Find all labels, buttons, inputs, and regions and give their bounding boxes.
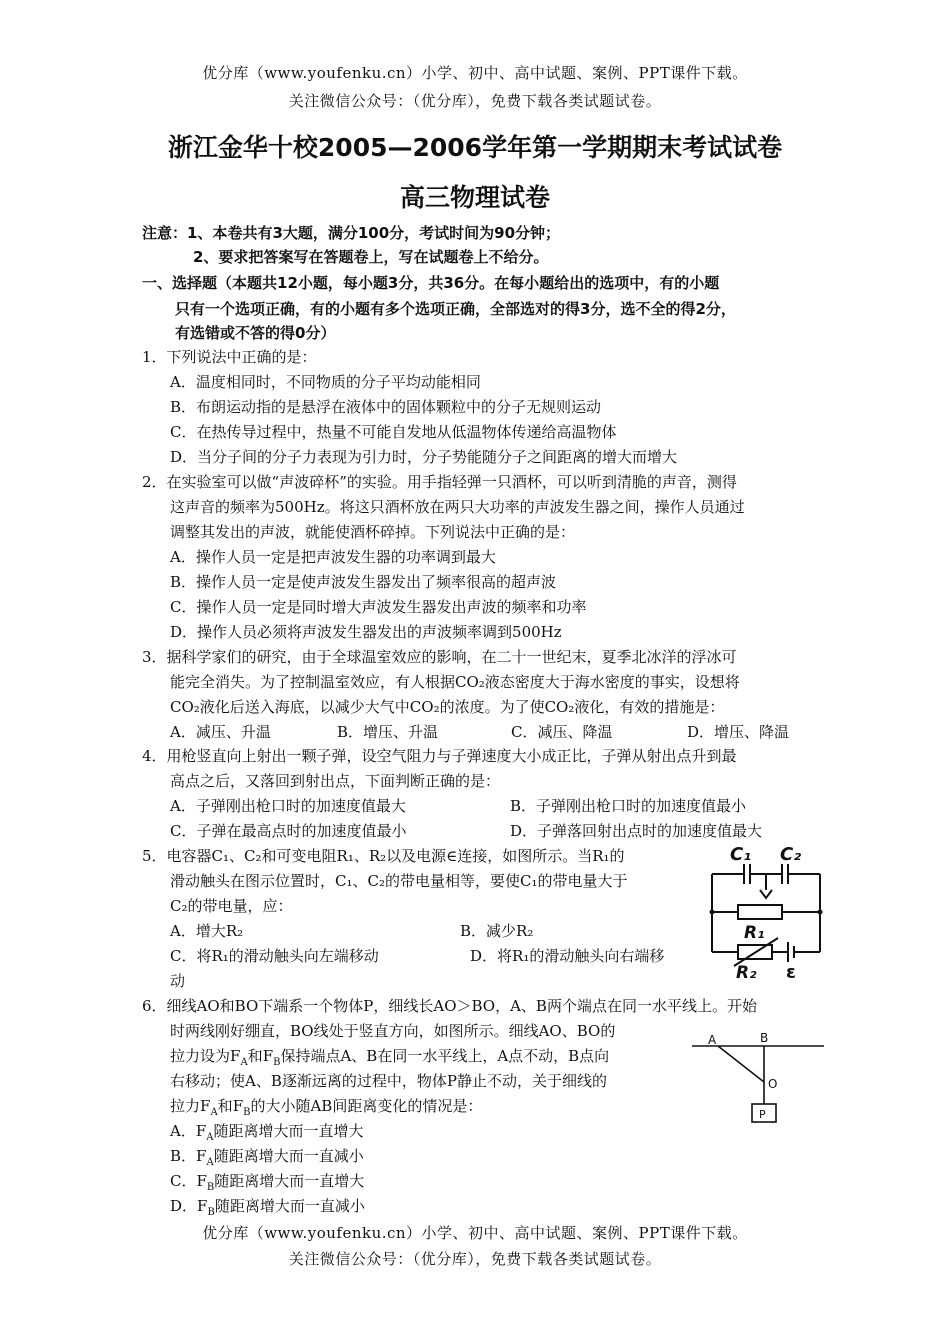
exam-subtitle: 高三物理试卷 [399, 183, 550, 212]
exam-title: 浙江金华十校2005—2006学年第一学期期末考试试卷 [167, 133, 783, 162]
q6-option-b: B．$F_A$随距离增大而一直减小 [170, 1147, 364, 1168]
q6-stem-5: 拉力$F_A$和$F_B$的大小随AB间距离变化的情况是： [170, 1097, 483, 1118]
q3-option-b: B．增压、升温 [337, 723, 439, 741]
label-o: O [768, 1077, 778, 1091]
q1-option-a: A．温度相同时，不同物质的分子平均动能相同 [170, 373, 481, 391]
q5-stem-3: C₂的带电量，应： [170, 897, 293, 915]
q2-stem-3: 调整其发出的声波，就能使酒杯碎掉。下列说法中正确的是： [170, 523, 576, 541]
q3-stem-3: CO₂液化后送入海底，以减少大气中CO₂的浓度。为了使CO₂液化，有效的措施是： [170, 698, 725, 716]
q5-option-b: B．减少R₂ [460, 922, 534, 940]
q3-option-a: A．减压、升温 [170, 723, 271, 741]
q6-stem-1: 6．细线AO和BO下端系一个物体P，细线长AO＞BO，A、B两个端点在同一水平线上。开始 [142, 997, 757, 1015]
q4-option-a: A．子弹刚出枪口时的加速度值最大 [170, 797, 406, 815]
q6-option-d: D．$F_B$随距离增大而一直减小 [170, 1197, 365, 1218]
section-1-intro-1: 一、选择题（本题共12小题，每小题3分，共36分。在每小题给出的选项中，有的小题 [142, 274, 720, 292]
footer-line-2: 关注微信公众号：（优分库），免费下载各类试题试卷。 [288, 1250, 662, 1268]
q4-option-b: B．子弹刚出枪口时的加速度值最小 [510, 797, 747, 815]
q2-option-c: C．操作人员一定是同时增大声波发生器发出声波的频率和功率 [170, 598, 587, 616]
note-1: 注意：1、本卷共有3大题，满分100分，考试时间为90分钟； [142, 224, 561, 242]
string-diagram [688, 1030, 828, 1126]
q2-option-d: D．操作人员必须将声波发生器发出的声波频率调到500Hz [170, 623, 562, 641]
q5-option-a: A．增大R₂ [170, 922, 244, 940]
circuit-diagram [700, 840, 830, 980]
header-line-2: 关注微信公众号：（优分库），免费下载各类试题试卷。 [288, 92, 662, 110]
q2-option-b: B．操作人员一定是使声波发生器发出了频率很高的超声波 [170, 573, 557, 591]
q6-stem-2: 时两线刚好绷直，BO线处于竖直方向，如图所示。细线AO、BO的 [170, 1022, 616, 1040]
q5-option-d: D．将R₁的滑动触头向右端移 [470, 947, 665, 965]
q2-option-a: A．操作人员一定是把声波发生器的功率调到最大 [170, 548, 496, 566]
label-emf: ε [786, 962, 797, 980]
section-1-intro-2: 只有一个选项正确，有的小题有多个选项正确，全部选对的得3分，选不全的得2分， [175, 300, 736, 318]
q1-option-b: B．布朗运动指的是悬浮在液体中的固体颗粒中的分子无规则运动 [170, 398, 602, 416]
q3-option-c: C．减压、降温 [511, 723, 613, 741]
q4-stem-2: 高点之后，又落回到射出点，下面判断正确的是： [170, 772, 501, 790]
label-c1: C₁ [730, 844, 752, 865]
q5-option-d-cont: 动 [170, 972, 186, 990]
junction-right [818, 910, 823, 915]
q3-option-d: D．增压、降温 [687, 723, 790, 741]
q5-option-c: C．将R₁的滑动触头向左端移动 [170, 947, 379, 965]
label-p: P [759, 1108, 766, 1121]
q4-stem-1: 4．用枪竖直向上射出一颗子弹，设空气阻力与子弹速度大小成正比，子弹从射出点升到最 [142, 747, 737, 765]
q1-stem: 1．下列说法中正确的是： [142, 348, 317, 366]
q3-stem-2: 能完全消失。为了控制温室效应，有人根据CO₂液态密度大于海水密度的事实，设想将 [170, 673, 740, 691]
junction-left [710, 910, 715, 915]
note-2: 2、要求把答案写在答题卷上，写在试题卷上不给分。 [193, 248, 549, 266]
q6-option-c: C．$F_B$随距离增大而一直增大 [170, 1172, 365, 1193]
q5-stem-2: 滑动触头在图示位置时，C₁、C₂的带电量相等，要使C₁的带电量大于 [170, 872, 628, 890]
q6-stem-4: 右移动；使A、B逐渐远离的过程中，物体P静止不动，关于细线的 [170, 1072, 607, 1090]
q4-option-d: D．子弹落回射出点时的加速度值最大 [510, 822, 763, 840]
q6-stem-3: 拉力设为$F_A$和$F_B$保持端点A、B在同一水平线上，A点不动，B点向 [170, 1047, 610, 1068]
section-1-intro-3: 有选错或不答的得0分） [175, 324, 336, 342]
header-line-1: 优分库（www.youfenku.cn）小学、初中、高中试题、案例、PPT课件下载。 [202, 64, 748, 82]
label-r2: R₂ [736, 963, 757, 980]
q5-stem-1: 5．电容器C₁、C₂和可变电阻R₁、R₂以及电源∈连接，如图所示。当R₁的 [142, 847, 625, 865]
q2-stem-2: 这声音的频率为500Hz。将这只酒杯放在两只大功率的声波发生器之间，操作人员通过 [170, 498, 745, 516]
q6-option-a: A．$F_A$随距离增大而一直增大 [170, 1122, 364, 1143]
q2-stem-1: 2．在实验室可以做“声波碎杯”的实验。用手指轻弹一只酒杯，可以听到清脆的声音，测得 [142, 473, 737, 491]
q4-option-c: C．子弹在最高点时的加速度值最小 [170, 822, 407, 840]
label-c2: C₂ [780, 844, 802, 865]
footer-line-1: 优分库（www.youfenku.cn）小学、初中、高中试题、案例、PPT课件下载。 [202, 1224, 748, 1242]
q1-option-d: D．当分子间的分子力表现为引力时，分子势能随分子之间距离的增大而增大 [170, 448, 678, 466]
label-b: B [760, 1031, 769, 1045]
label-a: A [708, 1033, 717, 1047]
q1-option-c: C．在热传导过程中，热量不可能自发地从低温物体传递给高温物体 [170, 423, 617, 441]
label-r1: R₁ [744, 923, 765, 943]
q3-stem-1: 3．据科学家们的研究，由于全球温室效应的影响，在二十一世纪末，夏季北冰洋的浮冰可 [142, 648, 737, 666]
